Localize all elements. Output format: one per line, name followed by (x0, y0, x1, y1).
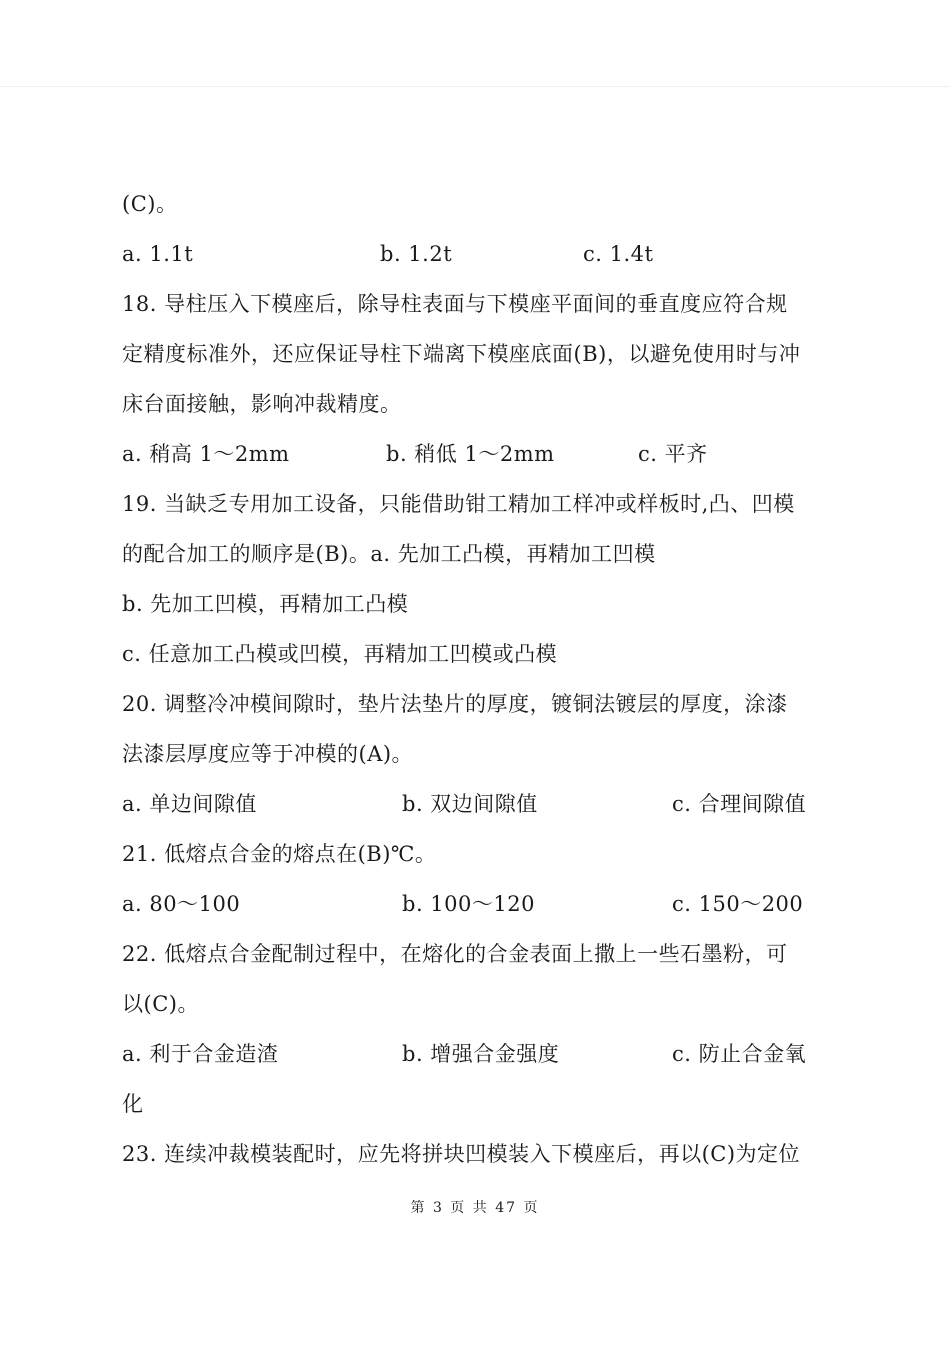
option-a: a. 1.1t (122, 242, 194, 266)
option-c: c. 合理间隙值 (672, 792, 807, 816)
question-18-line-3: 床台面接触，影响冲裁精度。 (122, 392, 402, 416)
question-19-line-2: 的配合加工的顺序是(B)。a. 先加工凸模，再精加工凹模 (122, 542, 656, 566)
options-row-q22 (0, 1040, 950, 1068)
text-line-q17-tail: (C)。 (122, 192, 178, 216)
page-top-edge (0, 86, 950, 87)
option-a: a. 稍高 1～2mm (122, 442, 290, 466)
question-20-line-2: 法漆层厚度应等于冲模的(A)。 (122, 742, 414, 766)
option-b: b. 增强合金强度 (402, 1042, 560, 1066)
option-b: b. 稍低 1～2mm (386, 442, 555, 466)
options-row-q18 (0, 440, 950, 468)
option-c: c. 1.4t (583, 242, 654, 266)
page-number-footer: 第 3 页 共 47 页 (410, 1200, 540, 1216)
option-a: a. 80～100 (122, 892, 241, 916)
option-b: b. 100～120 (402, 892, 535, 916)
question-20-line-1: 20. 调整冷冲模间隙时，垫片法垫片的厚度，镀铜法镀层的厚度，涂漆 (122, 692, 788, 716)
option-b: b. 双边间隙值 (402, 792, 538, 816)
question-22-line-2: 以(C)。 (122, 992, 199, 1016)
option-b: b. 1.2t (380, 242, 453, 266)
question-18-line-1: 18. 导柱压入下模座后，除导柱表面与下模座平面间的垂直度应符合规 (122, 292, 788, 316)
options-row-q21 (0, 890, 950, 918)
option-a: a. 单边间隙值 (122, 792, 257, 816)
question-18-line-2: 定精度标准外，还应保证导柱下端离下模座底面(B)，以避免使用时与冲 (122, 342, 801, 366)
option-c: c. 防止合金氧 (672, 1042, 807, 1066)
question-22-line-1: 22. 低熔点合金配制过程中，在熔化的合金表面上撒上一些石墨粉，可 (122, 942, 788, 966)
question-19-option-b: b. 先加工凹模，再精加工凸模 (122, 592, 409, 616)
option-a: a. 利于合金造渣 (122, 1042, 279, 1066)
question-23-line-1: 23. 连续冲裁模装配时，应先将拼块凹模装入下模座后，再以(C)为定位 (122, 1142, 801, 1166)
options-row-q17 (0, 240, 950, 268)
question-22-option-c-tail: 化 (122, 1092, 144, 1116)
options-row-q20 (0, 790, 950, 818)
question-19-option-c: c. 任意加工凸模或凹模，再精加工凹模或凸模 (122, 642, 558, 666)
option-c: c. 平齐 (638, 442, 708, 466)
option-c: c. 150～200 (672, 892, 804, 916)
question-19-line-1: 19. 当缺乏专用加工设备，只能借助钳工精加工样冲或样板时,凸、凹模 (122, 492, 795, 516)
question-21-line-1: 21. 低熔点合金的熔点在(B)℃。 (122, 842, 437, 866)
